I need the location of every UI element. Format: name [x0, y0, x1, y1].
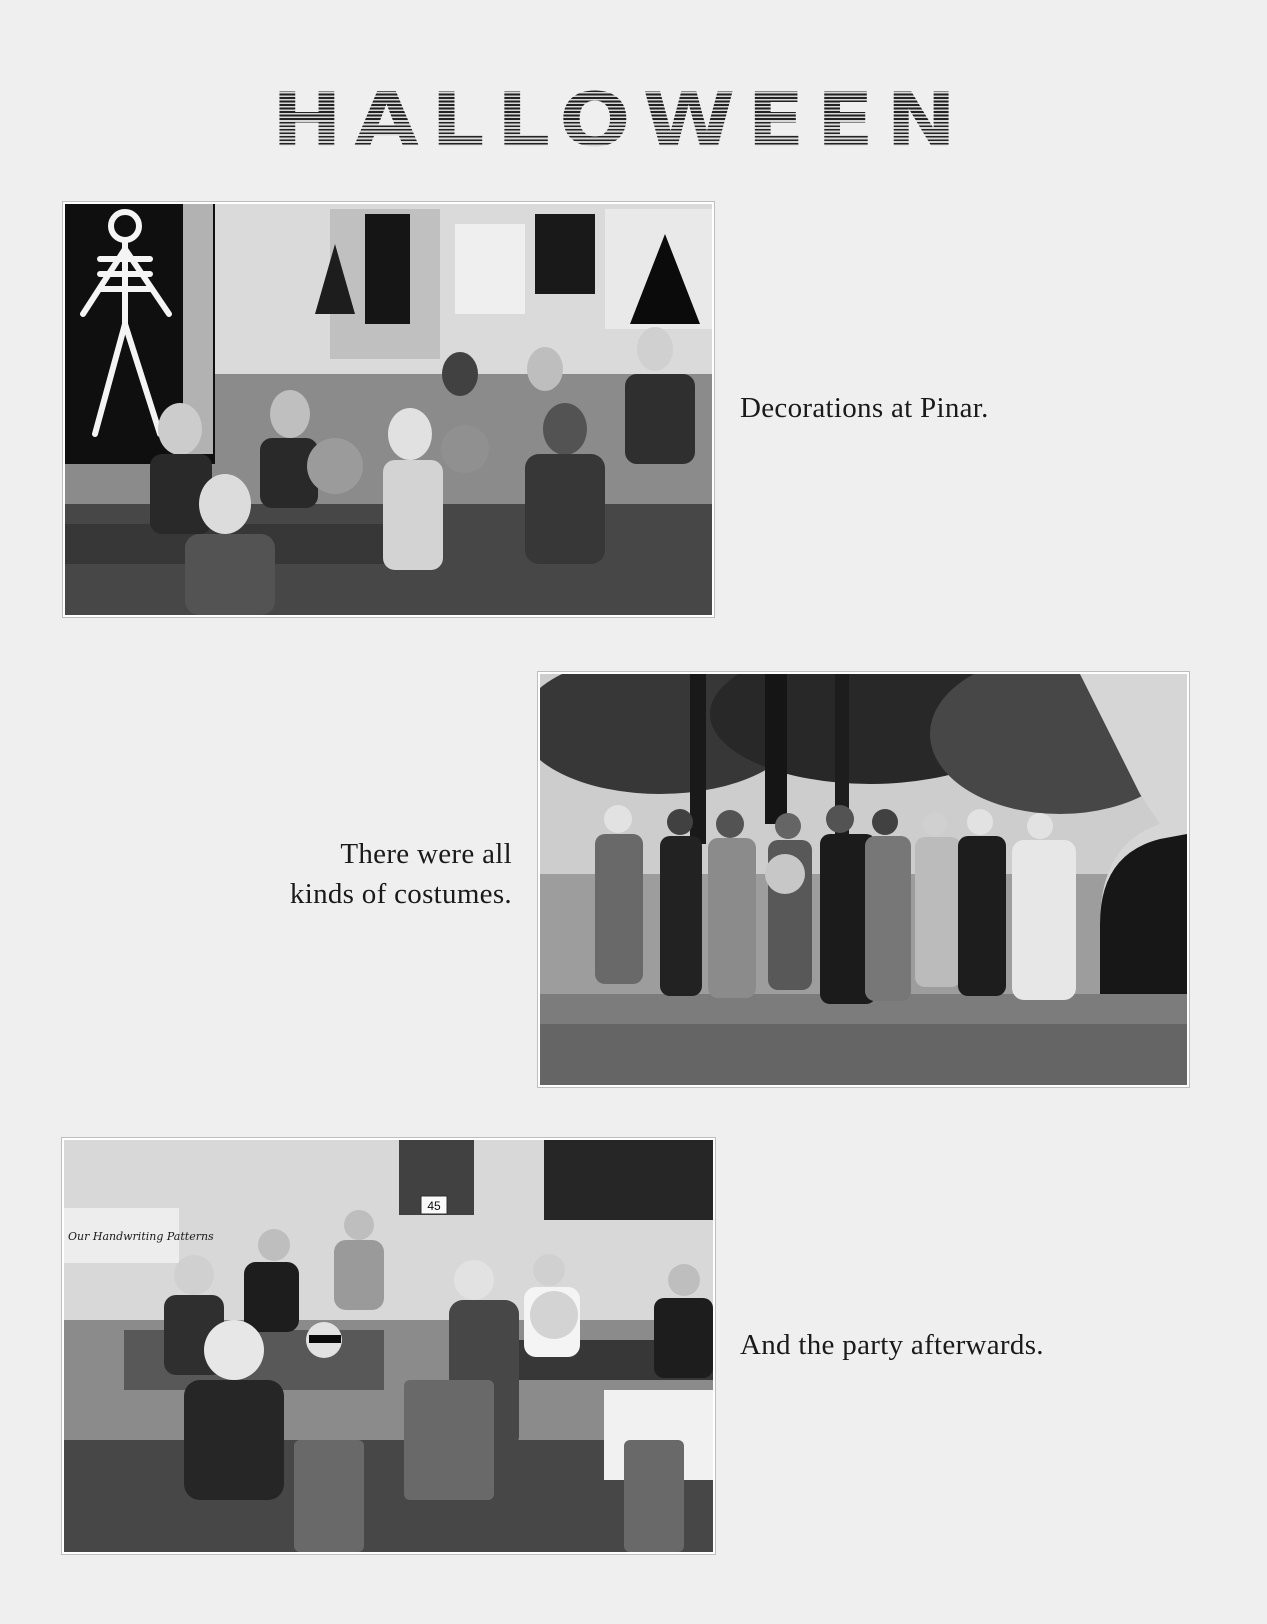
photo-caption-decorations: Decorations at Pinar. [740, 392, 989, 424]
classroom-party-photo [62, 1138, 715, 1554]
number-card: 45 [427, 1199, 441, 1213]
page-title: HALLOWEEN [0, 83, 1240, 157]
costumed-children-outdoors-photo [538, 672, 1189, 1087]
caption-line: There were all [340, 838, 512, 870]
handwriting-poster: Our Handwriting Patterns [68, 1230, 214, 1243]
classroom-decorations-photo [63, 202, 714, 617]
caption-line: kinds of costumes. [289, 878, 512, 910]
photo-caption-costumes [270, 834, 512, 914]
photo-caption-party: And the party afterwards. [740, 1329, 1044, 1361]
